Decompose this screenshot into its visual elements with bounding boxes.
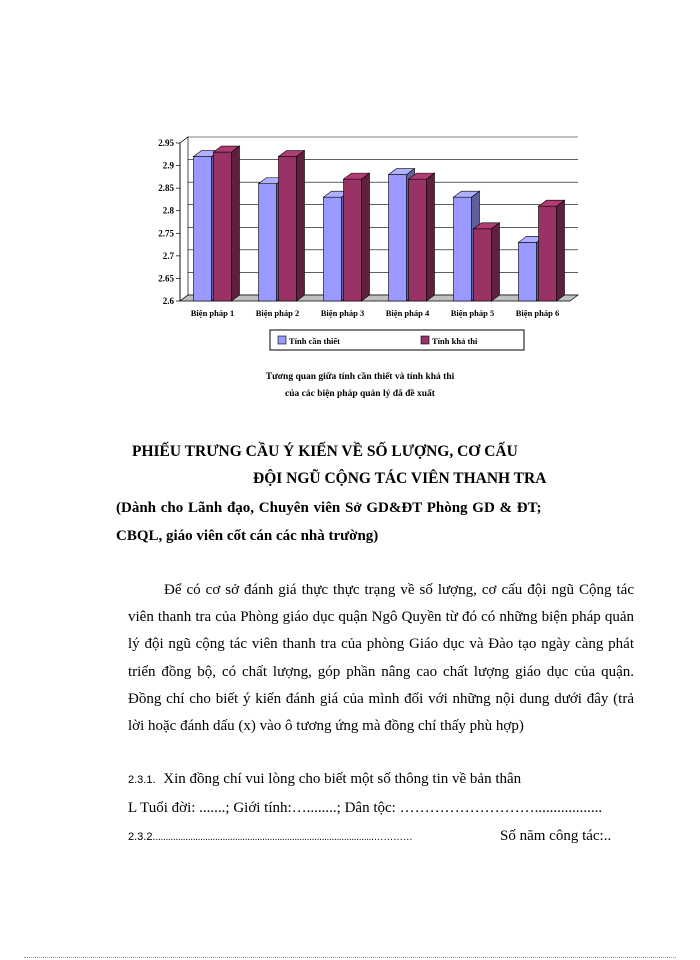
legend-swatch-necessity xyxy=(278,336,286,344)
x-category-label: Biện pháp 1 xyxy=(190,308,235,318)
x-category-label: Biện pháp 6 xyxy=(515,308,560,318)
audience-line-1: (Dành cho Lãnh đạo, Chuyên viên Sở GD&ĐT Phòng GD & ĐT; xyxy=(116,500,542,516)
bar-front xyxy=(474,229,492,301)
bar-side xyxy=(492,223,500,301)
y-tick-label: 2.8 xyxy=(162,205,174,216)
bar-front xyxy=(519,242,537,301)
title-line-2: ĐỘI NGŨ CỘNG TÁC VIÊN THANH TRA xyxy=(253,470,547,487)
legend-swatch-feasibility xyxy=(421,336,429,344)
bar-side xyxy=(427,173,435,301)
bar-front xyxy=(214,152,232,301)
intro-paragraph xyxy=(128,577,634,740)
bar-front xyxy=(389,175,407,301)
y-tick-label: 2.75 xyxy=(158,228,174,239)
bar-front xyxy=(324,197,342,301)
bar-feasibility-2 xyxy=(279,151,305,301)
y-tick-label: 2.6 xyxy=(162,296,174,306)
bar-front xyxy=(259,184,277,301)
bar-front xyxy=(344,179,362,301)
chart-caption-line2: của các biện pháp quản lý đã đề xuất xyxy=(285,389,435,399)
q231-number: 2.3.1. xyxy=(128,774,156,786)
legend-label-feasibility: Tính khả thi xyxy=(432,336,478,346)
x-category-label: Biện pháp 4 xyxy=(385,308,430,318)
bar-front xyxy=(194,157,212,301)
question-2-3-1 xyxy=(128,771,521,788)
personal-info-line: L Tuổi đời: .......; Giới tính:…........; Dân tộc: ……………………….................. xyxy=(128,800,603,816)
bar-feasibility-1 xyxy=(214,146,240,301)
bar-side xyxy=(362,173,370,301)
legend-label-necessity: Tính cần thiết xyxy=(289,336,341,346)
left-wall xyxy=(180,137,188,301)
x-category-label: Biện pháp 5 xyxy=(450,308,495,318)
bar-feasibility-4 xyxy=(409,173,435,301)
audience-line-2: CBQL, giáo viên cốt cán các nhà trường) xyxy=(116,528,379,544)
chart-caption-line1: Tương quan giữa tính cần thiết và tính khả thi xyxy=(265,372,455,382)
chart-bars xyxy=(194,146,565,301)
q232-text: Số năm công tác:.. xyxy=(500,828,612,844)
comparison-bar-chart xyxy=(0,0,700,420)
bar-front xyxy=(539,206,557,301)
y-tick-label: 2.95 xyxy=(158,138,174,148)
y-tick-label: 2.9 xyxy=(162,160,174,171)
y-tick-label: 2.85 xyxy=(158,183,174,194)
bar-side xyxy=(297,151,305,301)
bar-feasibility-6 xyxy=(539,200,565,301)
bar-feasibility-3 xyxy=(344,173,370,301)
bar-front xyxy=(279,157,297,301)
bar-side xyxy=(232,146,240,301)
bar-front xyxy=(409,179,427,301)
question-2-3-2 xyxy=(128,828,612,845)
chart-legend xyxy=(270,330,524,350)
q231-text: Xin đồng chí vui lòng cho biết một số thông tin về bản thân xyxy=(163,771,522,787)
x-category-label: Biện pháp 2 xyxy=(255,308,300,318)
x-category-label: Biện pháp 3 xyxy=(320,308,365,318)
y-tick-label: 2.7 xyxy=(162,250,174,261)
bar-feasibility-5 xyxy=(474,223,500,301)
q232-dots: ........................................................................................………… xyxy=(155,832,413,843)
y-axis-ticks xyxy=(158,138,180,306)
intro-text: Để có cơ sở đánh giá thực thực trạng về số lượng, cơ cấu đội ngũ Cộng tác viên thanh tra của Phòng giáo dục quận Ngô Quyền từ đó có những biện pháp quản lý đội ngũ cộng tác viên thanh tra của phòng Giáo dục và Đào tạo ngày càng phát triển đồng bộ, có chất lượng, góp phần nâng cao chất lượng giáo dục của quận. Đồng chí cho biết ý kiến đánh giá của mình đối với những nội dung dưới đây (trả lời hoặc đánh dấu (x) vào ô tương ứng mà đồng chí thấy phù hợp) xyxy=(128,582,634,735)
y-tick-label: 2.65 xyxy=(158,273,174,284)
bar-front xyxy=(454,197,472,301)
title-line-1: PHIẾU TRƯNG CẦU Ý KIẾN VỀ SỐ LƯỢNG, CƠ CẤU xyxy=(132,443,518,460)
x-axis-categories xyxy=(191,308,559,318)
bar-side xyxy=(557,200,565,301)
q232-number: 2.3.2. xyxy=(128,831,156,843)
page-bottom-rule xyxy=(24,957,676,958)
